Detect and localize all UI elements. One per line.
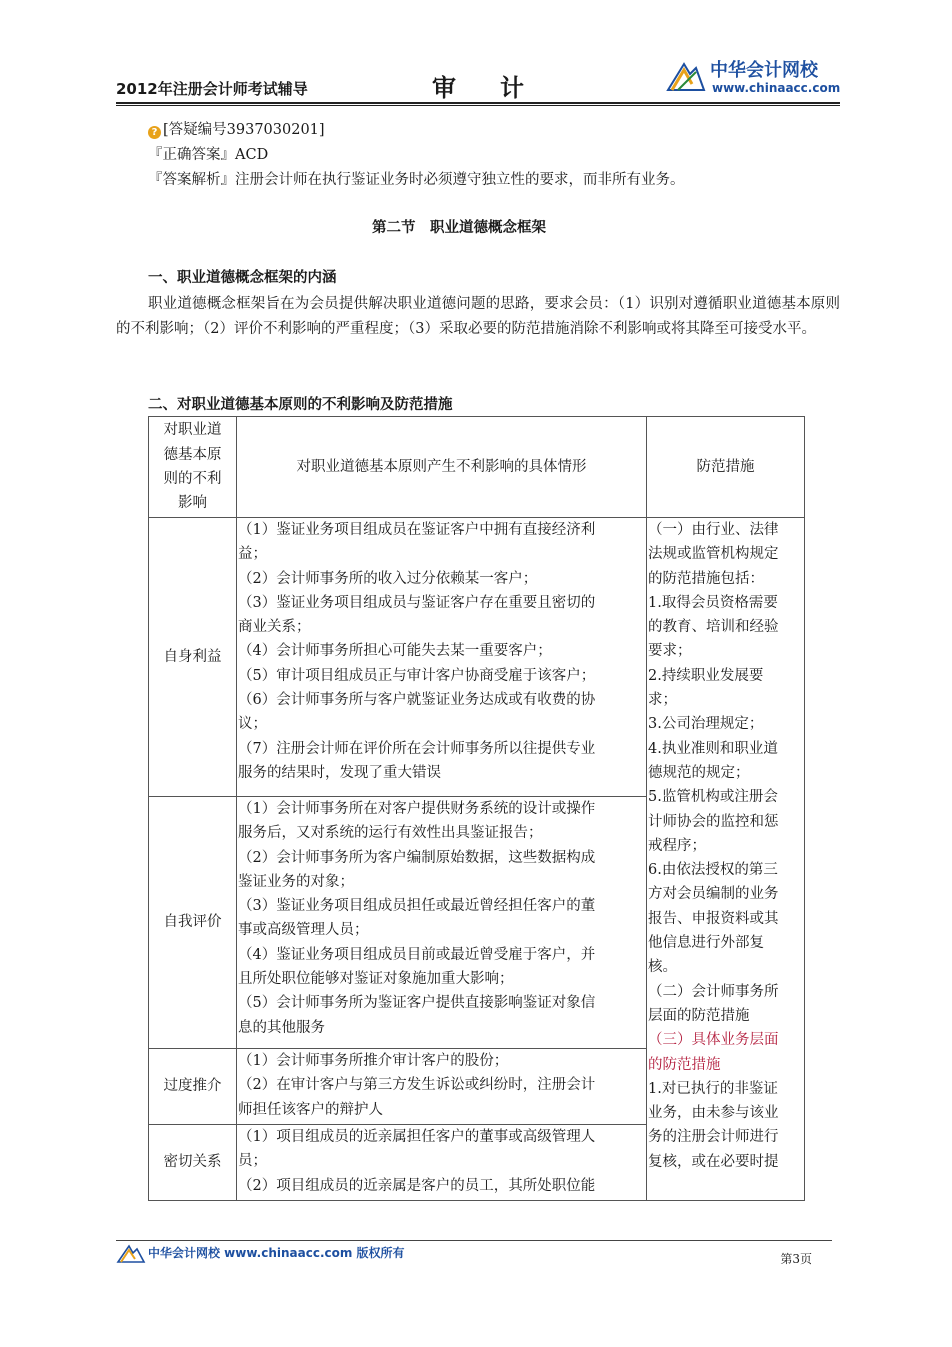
threats-table xyxy=(148,416,805,1201)
threat-situations xyxy=(237,1049,647,1125)
situation-line: 益； xyxy=(238,546,267,563)
qa-analysis: 『答案解析』注册会计师在执行鉴证业务时必须遵守独立性的要求，而非所有业务。 xyxy=(148,172,685,188)
logo-mark-icon xyxy=(666,58,706,92)
footer-logo-icon xyxy=(116,1242,146,1264)
page-footer xyxy=(116,1242,832,1268)
safeguard-line: 复核，或在必要时提 xyxy=(648,1153,779,1170)
qa-answer: 『正确答案』ACD xyxy=(148,147,269,163)
situation-line: 且所处职位能够对鉴证对象施加重大影响； xyxy=(238,971,514,988)
heading-2: 二、对职业道德基本原则的不利影响及防范措施 xyxy=(148,397,453,413)
safeguard-line: 层面的防范措施 xyxy=(648,1007,750,1024)
situation-line: 鉴证业务的对象； xyxy=(238,873,354,890)
qa-id[interactable]: [答疑编号3937030201] xyxy=(163,122,325,138)
footer-rule xyxy=(116,1240,832,1241)
safeguard-line: 5.监管机构或注册会 xyxy=(648,789,778,806)
header-rule-thin xyxy=(116,105,840,106)
safeguard-line: 要求； xyxy=(648,643,692,660)
header-subject: 审计 xyxy=(432,74,568,102)
situation-line: （6）会计师事务所与客户就鉴证业务达成或有收费的协 xyxy=(238,692,596,709)
safeguard-line: 核。 xyxy=(648,959,677,976)
header-left-title: 2012年注册会计师考试辅导 xyxy=(116,80,308,98)
table-header-row xyxy=(149,417,805,518)
threat-category: 过度推介 xyxy=(149,1049,237,1125)
safeguard-line: （一）由行业、法律 xyxy=(648,522,779,538)
safeguard-line: 2.持续职业发展要 xyxy=(648,667,764,684)
table-row xyxy=(149,518,805,797)
safeguard-line: 戒程序； xyxy=(648,837,706,854)
qa-id-line xyxy=(148,118,325,143)
situation-line: 事或高级管理人员； xyxy=(238,922,369,939)
situation-line: （3）鉴证业务项目组成员担任或最近曾经担任客户的董 xyxy=(238,898,596,915)
question-mark-icon[interactable]: ? xyxy=(148,126,161,139)
logo-url: www.chinaacc.com xyxy=(712,81,841,95)
safeguard-line: 德规范的规定； xyxy=(648,764,750,781)
situation-line: （2）会计师事务所为客户编制原始数据，这些数据构成 xyxy=(238,849,596,866)
situation-line: 息的其他服务 xyxy=(238,1019,325,1036)
safeguard-line: 方对会员编制的业务 xyxy=(648,886,779,903)
threat-situations xyxy=(237,1125,647,1201)
safeguard-line: 报告、申报资料或其 xyxy=(648,910,779,927)
page-number: 第3页 xyxy=(780,1252,812,1266)
situation-line: 服务后，又对系统的运行有效性出具鉴证报告； xyxy=(238,825,543,842)
situation-line: 员； xyxy=(238,1153,267,1170)
header-rule xyxy=(116,102,840,104)
situation-line: 商业关系； xyxy=(238,619,311,636)
safeguard-line: 计师协会的监控和惩 xyxy=(648,813,779,830)
footer-copyright[interactable]: 中华会计网校 www.chinaacc.com 版权所有 xyxy=(148,1246,405,1260)
situation-line: （3）鉴证业务项目组成员与鉴证客户存在重要且密切的 xyxy=(238,594,596,611)
safeguard-line: 6.由依法授权的第三 xyxy=(648,862,778,879)
safeguard-line-highlight: （三）具体业务层面 xyxy=(648,1032,779,1049)
safeguard-line: 业务，由未参与该业 xyxy=(648,1105,779,1122)
safeguard-line-highlight: 的防范措施 xyxy=(648,1056,721,1073)
threat-category: 密切关系 xyxy=(149,1125,237,1201)
threat-situations xyxy=(237,797,647,1049)
header-col1-line: 影响 xyxy=(178,495,207,512)
situation-line: （1）项目组成员的近亲属担任客户的董事或高级管理人 xyxy=(238,1129,596,1145)
chinaacc-logo xyxy=(666,56,842,100)
situation-line: （2）项目组成员的近亲属是客户的员工，其所处职位能 xyxy=(238,1177,596,1194)
logo-chinese-name: 中华会计网校 xyxy=(710,60,818,81)
safeguard-line: 1.取得会员资格需要 xyxy=(648,594,778,611)
safeguard-line: 3.公司治理规定； xyxy=(648,716,764,733)
heading-1: 一、职业道德概念框架的内涵 xyxy=(148,270,337,286)
safeguard-line: 法规或监管机构规定 xyxy=(648,546,779,563)
situation-line: （7）注册会计师在评价所在会计师事务所以往提供专业 xyxy=(238,740,596,757)
safeguard-line: 求； xyxy=(648,692,677,709)
threat-category: 自身利益 xyxy=(149,518,237,797)
situation-line: 师担任该客户的辩护人 xyxy=(238,1101,383,1118)
header-col1-line: 对职业道 xyxy=(163,422,222,439)
threat-situations xyxy=(237,518,647,797)
situation-line: （4）会计师事务所担心可能失去某一重要客户； xyxy=(238,643,552,660)
situation-line: （1）鉴证业务项目组成员在鉴证客户中拥有直接经济利 xyxy=(238,522,596,538)
table-header-col1 xyxy=(149,417,237,518)
paragraph-1: 职业道德概念框架旨在为会员提供解决职业道德问题的思路，要求会员：（1）识别对遵循职业道德基本原则的不利影响；（2）评价不利影响的严重程度；（3）采取必要的防范措施消除不利影响或将其降至可接受水平。 xyxy=(116,296,840,337)
safeguard-line: 4.执业准则和职业道 xyxy=(648,740,778,757)
situation-line: （5）审计项目组成员正与审计客户协商受雇于该客户； xyxy=(238,667,596,684)
situation-line: （2）会计师事务所的收入过分依赖某一客户； xyxy=(238,570,538,587)
safeguard-line: 的教育、培训和经验 xyxy=(648,619,779,636)
situation-line: （1）会计师事务所推介审计客户的股份； xyxy=(238,1053,509,1069)
header-col1-line: 德基本原 xyxy=(163,446,222,463)
table-header-col2: 对职业道德基本原则产生不利影响的具体情形 xyxy=(237,417,647,518)
safeguard-line: 的防范措施包括： xyxy=(648,570,764,587)
situation-line: （1）会计师事务所在对客户提供财务系统的设计或操作 xyxy=(238,801,596,817)
situation-line: （2）在审计客户与第三方发生诉讼或纠纷时，注册会计 xyxy=(238,1077,596,1094)
safeguards-cell xyxy=(647,518,805,1201)
situation-line: （4）鉴证业务项目组成员目前或最近曾受雇于客户，并 xyxy=(238,946,596,963)
situation-line: 议； xyxy=(238,716,267,733)
header-col1-line: 则的不利 xyxy=(163,471,222,487)
safeguard-line: 务的注册会计师进行 xyxy=(648,1129,779,1146)
situation-line: 服务的结果时，发现了重大错误 xyxy=(238,764,441,781)
table-header-col3: 防范措施 xyxy=(647,417,805,518)
situation-line: （5）会计师事务所为鉴证客户提供直接影响鉴证对象信 xyxy=(238,995,596,1012)
page-header xyxy=(116,56,840,104)
section-title: 第二节 职业道德概念框架 xyxy=(372,220,546,236)
threat-category: 自我评价 xyxy=(149,797,237,1049)
safeguard-line: （二）会计师事务所 xyxy=(648,983,779,1000)
safeguard-line: 1.对已执行的非鉴证 xyxy=(648,1080,778,1097)
safeguard-line: 他信息进行外部复 xyxy=(648,935,764,952)
